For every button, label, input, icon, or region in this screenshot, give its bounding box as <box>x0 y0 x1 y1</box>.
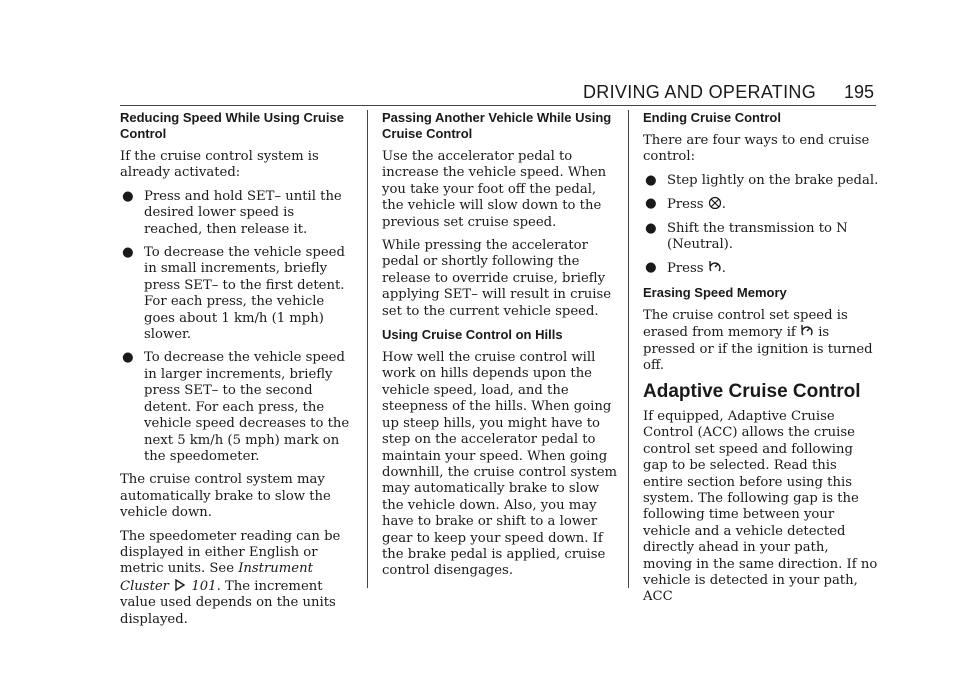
list-item: ● To decrease the vehicle speed in larger increments, briefly press SET– to the second detent. For each press, the vehicle speed decreases to the next 5 km/h (5 mph) mark on the speedometer. <box>122 350 350 464</box>
cruise-cancel-icon <box>708 196 722 210</box>
paragraph: If the cruise control system is already activated: <box>120 149 319 181</box>
paragraph: While pressing the accelerator pedal or shortly following the release to override cruise, briefly applying SET– will result in cruise set to the current vehicle speed. <box>382 238 612 319</box>
page-number: 195 <box>843 82 874 102</box>
column-1 <box>120 110 356 635</box>
running-header <box>0 82 874 104</box>
list-item: ● To decrease the vehicle speed in small increments, briefly press SET– to the first detent. For each press, the vehicle goes about 1 km/h (1 mph) slower. <box>122 245 345 343</box>
header-rule <box>120 105 876 106</box>
paragraph: The cruise control system may automatically brake to slow the vehicle down. <box>120 472 331 521</box>
bullet: ● <box>645 172 657 188</box>
paragraph: There are four ways to end cruise control: <box>643 133 870 165</box>
bullet: ● <box>645 260 657 276</box>
bullet: ● <box>122 188 134 204</box>
heading-passing: Passing Another Vehicle While Using Cruise Control <box>382 110 612 141</box>
heading-ending-cruise: Ending Cruise Control <box>643 110 781 125</box>
column-divider <box>628 110 629 588</box>
bullet: ● <box>645 220 657 236</box>
paragraph: Use the accelerator pedal to increase the vehicle speed. When you take your foot off the pedal, the vehicle will slow down to the previous set cruise speed. <box>382 149 607 230</box>
page-ref[interactable]: 101 <box>191 578 217 594</box>
bullet: ● <box>122 350 134 366</box>
list-item: ● Press . <box>645 260 726 277</box>
column-divider <box>367 110 368 588</box>
paragraph: How well the cruise control will work on hills depends upon the vehicle speed, load, and the steepness of the hills. When going up steep hills, you might have to step on the accelerator pedal to maintain your speed. When going downhill, the cruise control system may automatically brake to slow the vehicle down. Also, you may have to brake or shift to a lower gear to keep your speed down. If the brake pedal is applied, cruise control disengages. <box>382 350 618 579</box>
bullet: ● <box>122 245 134 261</box>
column-3 <box>643 110 879 613</box>
cruise-on-off-icon <box>800 324 814 338</box>
cruise-on-off-icon <box>708 260 722 274</box>
paragraph: The cruise control set speed is erased from memory if is pressed or if the ignition is turned off. <box>643 307 873 374</box>
cross-reference-link[interactable]: Instrument Cluster <box>120 561 313 594</box>
bullet-list <box>643 173 879 278</box>
column-2 <box>382 110 618 587</box>
heading-hills: Using Cruise Control on Hills <box>382 327 563 343</box>
heading-reducing-speed: Reducing Speed While Using Cruise Control <box>120 110 344 141</box>
paragraph: The speedometer reading can be displayed in either English or metric units. See Instrument Cluster 101. The increment value used depends on the units displayed. <box>120 528 341 627</box>
heading-erasing-memory: Erasing Speed Memory <box>643 284 787 300</box>
paragraph: If equipped, Adaptive Cruise Control (ACC) allows the cruise control set speed and following gap to be selected. Read this entire section before using this system. The following gap is the following time between your vehicle and a vehicle detected directly ahead in your path, moving in the same direction. If no vehicle is detected in your path, ACC <box>643 408 878 605</box>
bullet-list <box>120 189 356 466</box>
page-reference-icon <box>173 578 187 592</box>
list-item: ● Step lightly on the brake pedal. <box>645 172 879 188</box>
section-title: DRIVING AND OPERATING <box>583 82 816 102</box>
bullet: ● <box>645 196 657 212</box>
heading-adaptive-cruise: Adaptive Cruise Control <box>643 381 861 403</box>
list-item: ● Shift the transmission to N (Neutral). <box>645 220 848 253</box>
list-item: ● Press . <box>645 196 726 213</box>
list-item: ● Press and hold SET– until the desired lower speed is reached, then release it. <box>122 188 342 237</box>
